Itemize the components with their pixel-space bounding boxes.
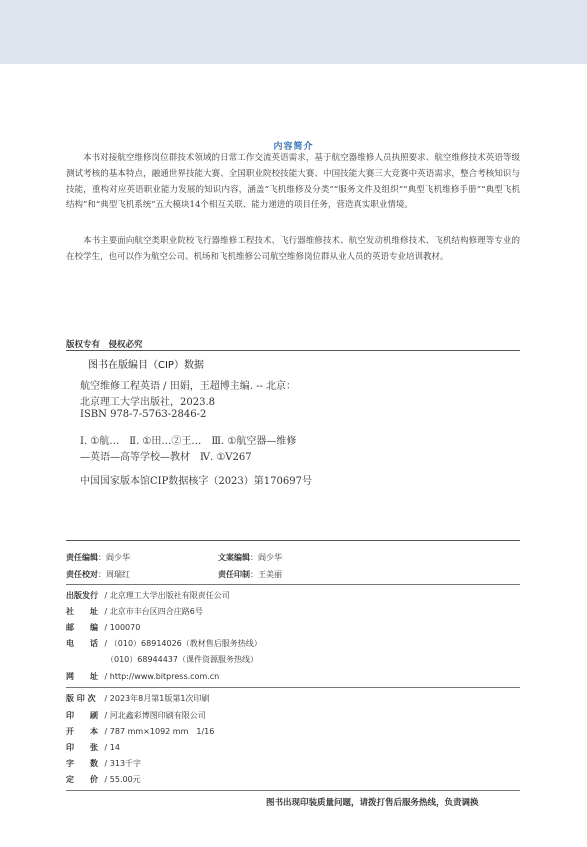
staff-copy-editor: 文案编辑：阎少华	[218, 553, 282, 562]
summary-paragraph-2: 本书主要面向航空类职业院校飞行器维修工程技术、飞行器维修技术、航空发动机维修技术、飞机结构修理等专业的在校学生，也可以作为航空公司、机场和飞机维修公司航空维修岗位群从业人员的英语专业培训教材。	[66, 236, 520, 262]
pub-format: 开 本 / 787 mm×1092 mm 1/16	[66, 727, 215, 736]
quality-notice: 图书出现印装质量问题，请拨打售后服务热线，负责调换	[266, 798, 479, 808]
divider	[66, 350, 520, 351]
cip-line-1: 航空维修工程英语 / 田娟，王超博主编. -- 北京：	[80, 381, 297, 392]
divider	[66, 540, 520, 541]
pub-phone-2: （010）68944437（课件资源服务热线）	[110, 655, 258, 664]
divider	[66, 790, 520, 791]
pub-price: 定 价 / 55.00元	[66, 775, 141, 784]
pub-postcode: 邮 编 / 100070	[66, 623, 141, 632]
pub-sheets: 印 张 / 14	[66, 743, 120, 752]
pub-edition: 版 印 次 / 2023年8月第1版第1次印刷	[66, 694, 210, 703]
cip-number: 中国国家版本馆CIP数据核字（2023）第170697号	[80, 476, 312, 487]
copyright-notice: 版权专有 侵权必究	[66, 340, 143, 350]
pub-phone: 电 话 / （010）68914026（教材售后服务热线）	[66, 639, 262, 648]
summary-paragraph-1: 本书对接航空维修岗位群技术领域的日常工作交流英语需求，基于航空器维修人员执照要求、航空维修技术英语等级测试考核的基本特点，融通世界技能大赛、全国职业院校技能大赛、中国技能大赛三大竞赛中英语需求，整合考核知识与技能，重构对应英语职业能力发展的知识内容，涵盖“飞机维修及分类”“服务文件及组织”“典型飞机维修手册”“典型飞机结构”和“典型飞机系统”五大模块14个相互关联、能力递进的项目任务，营造真实职业情境。	[66, 153, 520, 211]
divider	[66, 687, 520, 688]
staff-proofreader: 责任校对：周瑞红	[66, 570, 130, 579]
pub-publisher: 出版发行 / 北京理工大学出版社有限责任公司	[66, 591, 230, 600]
staff-print-manager: 责任印制：王美丽	[218, 570, 282, 579]
pub-website: 网 址 / http://www.bitpress.com.cn	[66, 672, 220, 681]
cip-title: 图书在版编目（CIP）数据	[88, 360, 204, 371]
pub-address: 社 址 / 北京市丰台区四合庄路6号	[66, 607, 203, 616]
staff-editor: 责任编辑：阎少华	[66, 553, 130, 562]
pub-word-count: 字 数 / 313千字	[66, 759, 142, 768]
cip-isbn: ISBN 978-7-5763-2846-2	[80, 409, 207, 420]
header-band	[0, 0, 587, 64]
summary-title: 内容简介	[273, 142, 314, 152]
cip-line-5: —英语—高等学校—教材 Ⅳ. ①V267	[80, 452, 252, 463]
pub-printer: 印 刷 / 河北鑫彩博图印刷有限公司	[66, 711, 206, 720]
cip-line-2: 北京理工大学出版社，2023.8	[80, 397, 215, 408]
divider	[66, 584, 520, 585]
cip-line-4: Ⅰ. ①航… Ⅱ. ①田…②王… Ⅲ. ①航空器—维修	[80, 436, 297, 447]
